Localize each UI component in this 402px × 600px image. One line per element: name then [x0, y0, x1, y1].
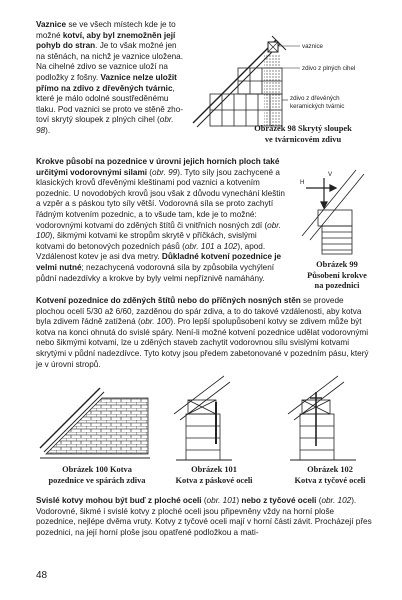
- paragraph-vaznice: Vaznice se ve všech místech kde je to možné kotví, aby byl znemožněn její pohyb do stran. Je to však možné jen na stěnách, na nichž je vaznice uložena. Na cihelné zdivo se vaznice uloží na podložky z fošny. Vaznice nelze uložit přímo na zdivo z dřevěných tvárnic, které je málo odolné soustředěnému tlaku. Pod vaznici se proto ve stěně zhotoví skrytý sloupek z plných cihel (obr. 98).: [36, 20, 184, 135]
- label-zdivo-tvarnice-2: keramických tvárnic: [290, 103, 345, 110]
- page-number: 48: [36, 570, 48, 581]
- paragraph-svisle-kotvy: Svislé kotvy mohou být buď z ploché oceli (obr. 101) nebo z tyčové oceli (obr. 102). Vodorovné, šikmé i svislé kotvy z ploché oceli jsou připevněny vždy na horní ploše pozednice, nejlépe dvěma vruty. Kotvy z tyčové oceli mají v horní části závit. Procházejí přes pozednici, na její horní ploše jsou opatřené podložkou a mati-: [36, 496, 372, 537]
- paragraph-krokve: Krokve působí na pozednice v úrovni jejich horních ploch také určitými vodorovnými silami (obr. 99). Tyto síly jsou zachycené a klasických krovů dřevěnými kleštinami pod vaznici a kotvením pozednic. U novodobých krovů jsou však z důvodu vynechání kleštin a vzpěr a s páskou tyto síly větší. Vodorovná síla se proto zachytí řádným kotvením pozednic, a to všude tam, kde je to možné: vodorovnými kotvami do zděných štítů či vnitřních nosných zdí (obr. 100), šikmými kotvami ke stropům skrytě v příčkách, svislými kotvami do betonových pozedních pásů (obr. 101 a 102), apod. Vzdálenost kotev je asi dva metry. Důkladné kotvení pozednice je velmi nutné; nezachycená vodorovná síla by způsobila vychýlení půdní nadezdívky a krokve by byly velmi nepříznivě namáhány.: [36, 157, 285, 283]
- figure-102-rod-steel-anchor: [286, 374, 372, 462]
- label-zdivo-tvarnice-1: zdivo z dřevěných: [290, 95, 340, 102]
- caption-figure-98: Obrázek 98 Skrytý sloupek ve tvárnicovém zdivu: [254, 124, 352, 144]
- caption-figure-102: Obrázek 102 Kotva z tyčové oceli: [294, 465, 366, 485]
- figure-99-rafter-force: [296, 160, 376, 256]
- label-force-h: H: [300, 179, 305, 186]
- figure-101-strip-steel-anchor: [172, 374, 252, 462]
- figure-100-anchor-in-joints: [36, 378, 154, 462]
- figure-98-hidden-column: [188, 28, 388, 136]
- label-force-v: V: [328, 171, 333, 178]
- caption-figure-99: Obrázek 99 Působení krokve na pozednici: [307, 260, 367, 291]
- caption-figure-100: Obrázek 100 Kotva pozednice ve spárách zdiva: [48, 465, 146, 485]
- label-zdivo-cihly: zdivo z plných cihel: [302, 65, 356, 72]
- label-vaznice: vaznice: [302, 43, 323, 50]
- caption-figure-101: Obrázek 101 Kotva z páskové oceli: [175, 465, 253, 485]
- paragraph-kotveni-pozednice: Kotvení pozednice do zděných štítů nebo do příčných nosných stěn se provede plochou ocelí 5/30 až 6/60, zazděnou do spár zdiva, a to do takové vzdálenosti, aby kotva byla zdivem řádně zatížená (obr. 100). Pro lepší spolupůsobení kotvy se zdivem může být kotva na konci ohnutá do svislé spáry. Není-li možné kotvení pozednice udělat vodorovnými nebo šikmými kotvami, lze u zděných staveb zachytit vodorovnou sílu svislými kotvami skrytými v půdní nadezdívce. Tyto kotvy jsou předem zabetonované v pozedním pásu, který je v úrovni stropů.: [36, 296, 369, 369]
